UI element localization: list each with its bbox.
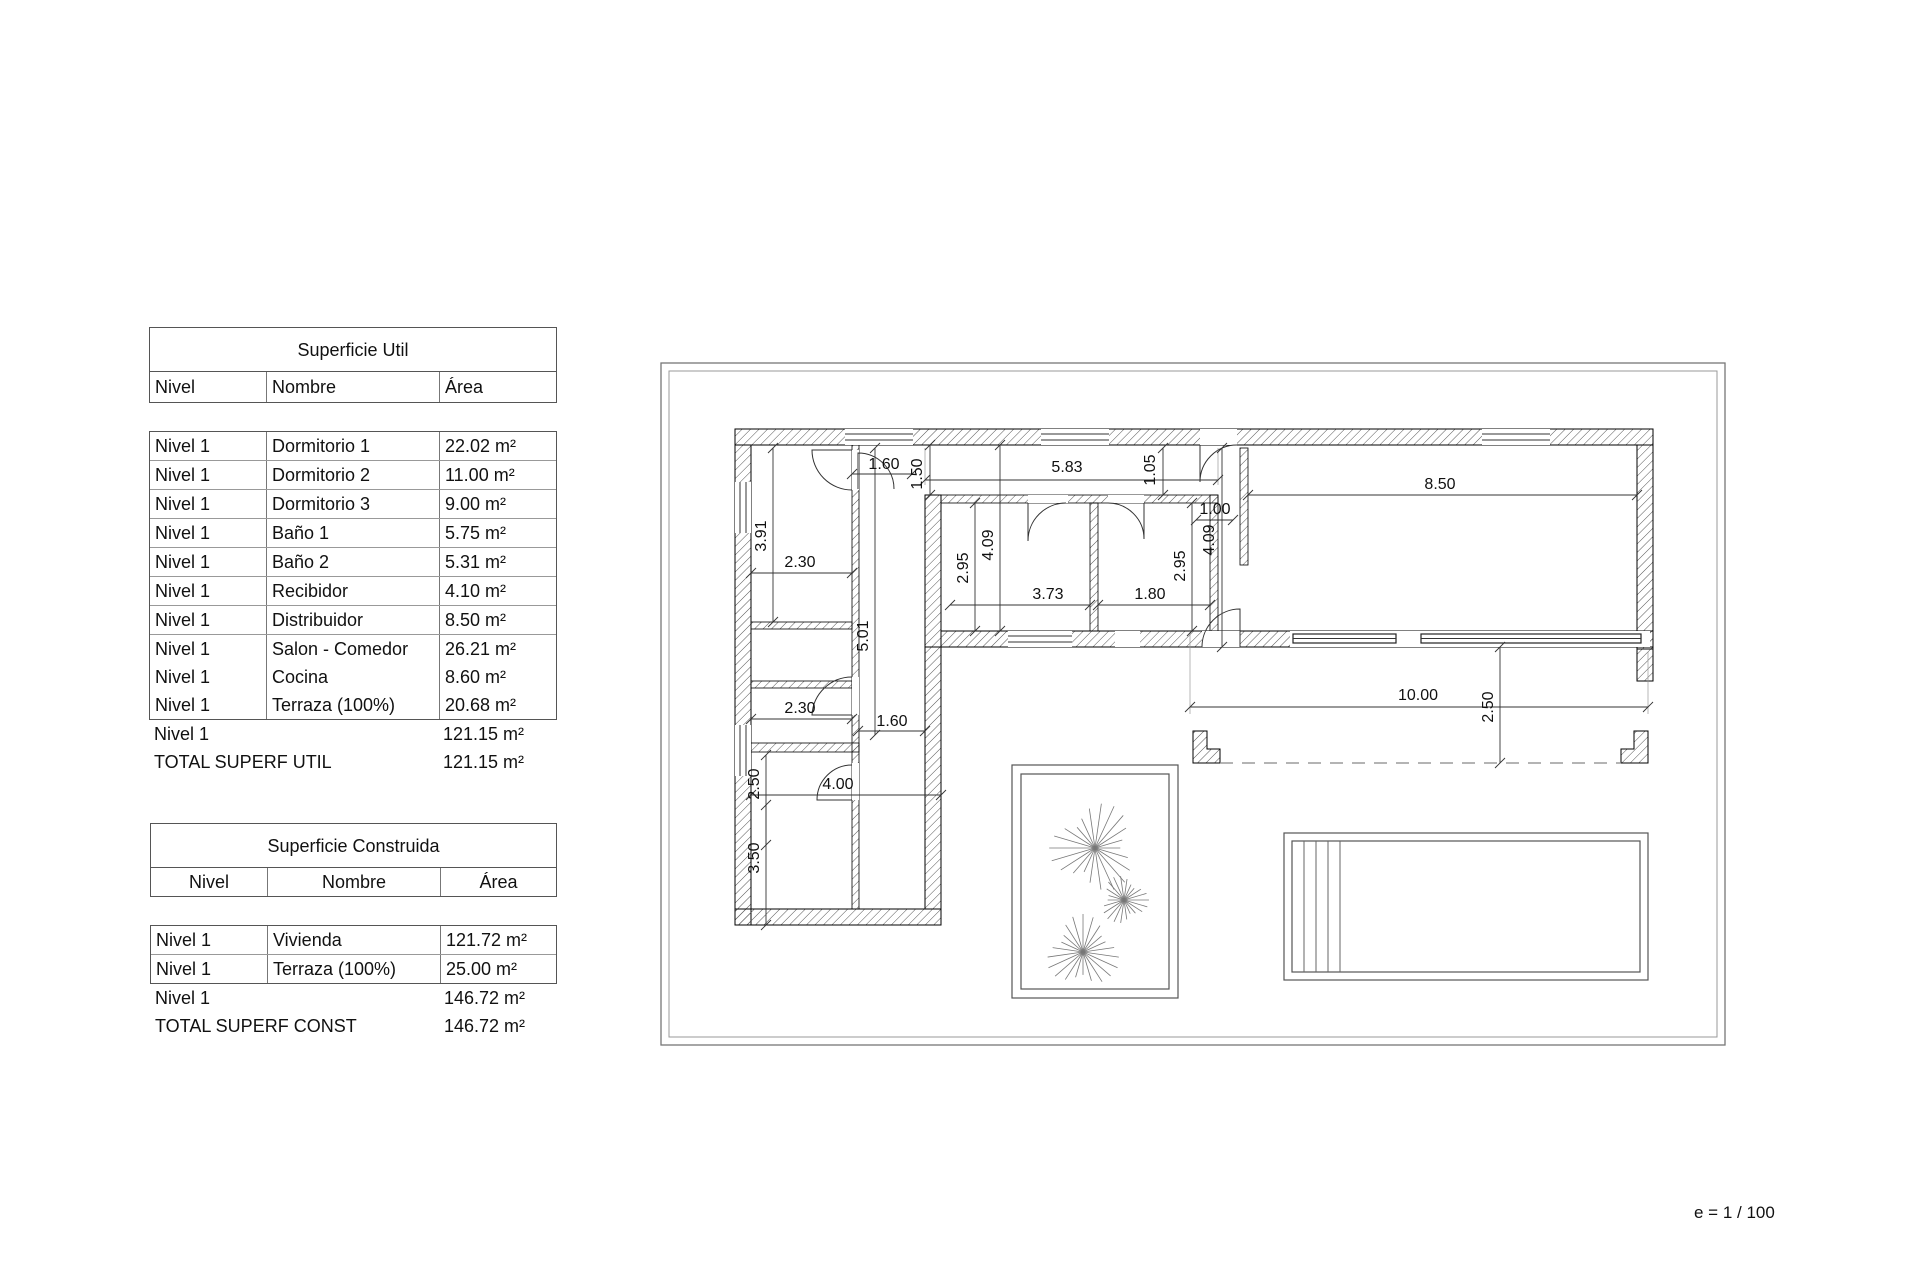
table-title: Superficie Util bbox=[150, 328, 556, 372]
dimension-label: 1.50 bbox=[909, 458, 926, 490]
cell-nombre: Terraza (100%) bbox=[266, 691, 439, 719]
cell-nivel: Nivel 1 bbox=[155, 465, 211, 485]
cell-nombre: Distribuidor bbox=[266, 606, 439, 634]
cell-nivel: Nivel 1 bbox=[155, 639, 211, 659]
cell-nivel: Nivel 1 bbox=[155, 552, 211, 572]
dimension-label: 4.00 bbox=[822, 776, 854, 793]
door-arc bbox=[1200, 445, 1237, 482]
total-label: TOTAL SUPERF UTIL bbox=[154, 752, 332, 772]
cell-nombre: Baño 2 bbox=[266, 548, 439, 576]
cell-nivel: Nivel 1 bbox=[155, 581, 211, 601]
column-header-nivel: Nivel bbox=[155, 377, 196, 397]
dimension-label: 4.09 bbox=[1201, 524, 1218, 556]
dimension-label: 5.01 bbox=[855, 620, 872, 652]
subtotal-value: 146.72 m² bbox=[444, 988, 526, 1008]
dimension-label: 2.95 bbox=[1172, 550, 1189, 582]
dimension-label: 2.30 bbox=[784, 554, 816, 571]
subtotal-value: 121.15 m² bbox=[443, 724, 525, 744]
cell-nombre: Cocina bbox=[266, 663, 439, 691]
tree-symbols bbox=[1048, 804, 1149, 982]
cell-nivel: Nivel 1 bbox=[155, 610, 211, 630]
cell-nivel: Nivel 1 bbox=[155, 494, 211, 514]
dimension-label: 1.05 bbox=[1142, 454, 1159, 486]
cell-area: 11.00 m² bbox=[439, 461, 556, 489]
cell-nombre: Terraza (100%) bbox=[267, 955, 440, 983]
bedroom-block-top-wall bbox=[941, 495, 1218, 503]
cell-area: 8.60 m² bbox=[439, 663, 556, 691]
column-header-nivel: Nivel bbox=[188, 872, 229, 892]
cell-area: 20.68 m² bbox=[439, 691, 556, 719]
cell-area: 5.31 m² bbox=[439, 548, 556, 576]
cell-nombre: Salon - Comedor bbox=[266, 635, 439, 663]
cell-nivel: Nivel 1 bbox=[156, 930, 212, 950]
subtotal-label: Nivel 1 bbox=[154, 724, 210, 744]
cell-nombre: Vivienda bbox=[267, 926, 440, 954]
cell-nivel: Nivel 1 bbox=[155, 667, 211, 687]
dimension-label: 3.91 bbox=[753, 520, 770, 552]
partition-wall bbox=[751, 743, 859, 752]
cell-area: 9.00 m² bbox=[439, 490, 556, 518]
total-value: 121.15 m² bbox=[443, 752, 525, 772]
dimension-label: 2.50 bbox=[1480, 691, 1497, 723]
dimension-label: 5.83 bbox=[1051, 459, 1083, 476]
terrace-step bbox=[1621, 731, 1648, 763]
column-header-nombre: Nombre bbox=[266, 372, 439, 402]
partition-wall bbox=[1090, 503, 1098, 631]
cell-area: 22.02 m² bbox=[439, 432, 556, 460]
cell-nivel: Nivel 1 bbox=[155, 695, 211, 715]
cell-nombre: Baño 1 bbox=[266, 519, 439, 547]
cell-area: 26.21 m² bbox=[439, 635, 556, 663]
dimension-label: 1.60 bbox=[876, 713, 908, 730]
cell-nombre: Recibidor bbox=[266, 577, 439, 605]
cell-area: 121.72 m² bbox=[440, 926, 556, 954]
cell-nombre: Dormitorio 1 bbox=[266, 432, 439, 460]
cell-nivel: Nivel 1 bbox=[155, 523, 211, 543]
cell-nivel: Nivel 1 bbox=[156, 959, 212, 979]
dimension-label: 2.95 bbox=[955, 552, 972, 584]
subtotal-label: Nivel 1 bbox=[155, 988, 211, 1008]
dimension-label: 1.00 bbox=[1199, 501, 1231, 518]
dimension-label: 2.30 bbox=[784, 700, 816, 717]
door-arc bbox=[1028, 503, 1066, 541]
dimension-label: 8.50 bbox=[1424, 476, 1456, 493]
dimension-label: 10.00 bbox=[1397, 687, 1439, 704]
kitchen-partition-wall bbox=[1240, 448, 1248, 565]
planter bbox=[1012, 765, 1178, 998]
total-label: TOTAL SUPERF CONST bbox=[155, 1016, 357, 1036]
door-arc bbox=[812, 450, 852, 490]
partition-wall bbox=[751, 681, 852, 688]
dimension-label: 1.80 bbox=[1134, 586, 1166, 603]
swimming-pool bbox=[1284, 833, 1648, 980]
door-arc bbox=[1108, 503, 1144, 539]
dimension-label: 1.60 bbox=[868, 456, 900, 473]
cell-nombre: Dormitorio 3 bbox=[266, 490, 439, 518]
cell-area: 25.00 m² bbox=[440, 955, 556, 983]
total-value: 146.72 m² bbox=[444, 1016, 526, 1036]
dimension-label: 4.09 bbox=[980, 529, 997, 561]
dimension-label: 3.73 bbox=[1032, 586, 1064, 603]
column-header-area: Área bbox=[439, 372, 556, 402]
cell-nombre: Dormitorio 2 bbox=[266, 461, 439, 489]
column-header-area: Área bbox=[440, 868, 556, 896]
partition-wall bbox=[751, 622, 852, 629]
column-header-nombre: Nombre bbox=[267, 868, 440, 896]
dimension-label: 3.50 bbox=[746, 842, 763, 874]
cell-nivel: Nivel 1 bbox=[155, 436, 211, 456]
scale-note: e = 1 / 100 bbox=[1694, 1203, 1775, 1222]
house-walls bbox=[735, 429, 1653, 925]
cell-area: 4.10 m² bbox=[439, 577, 556, 605]
dimension-label: 2.50 bbox=[746, 768, 763, 800]
terrace-step bbox=[1193, 731, 1220, 763]
table-title: Superficie Construida bbox=[151, 824, 556, 868]
cell-area: 5.75 m² bbox=[439, 519, 556, 547]
cell-area: 8.50 m² bbox=[439, 606, 556, 634]
